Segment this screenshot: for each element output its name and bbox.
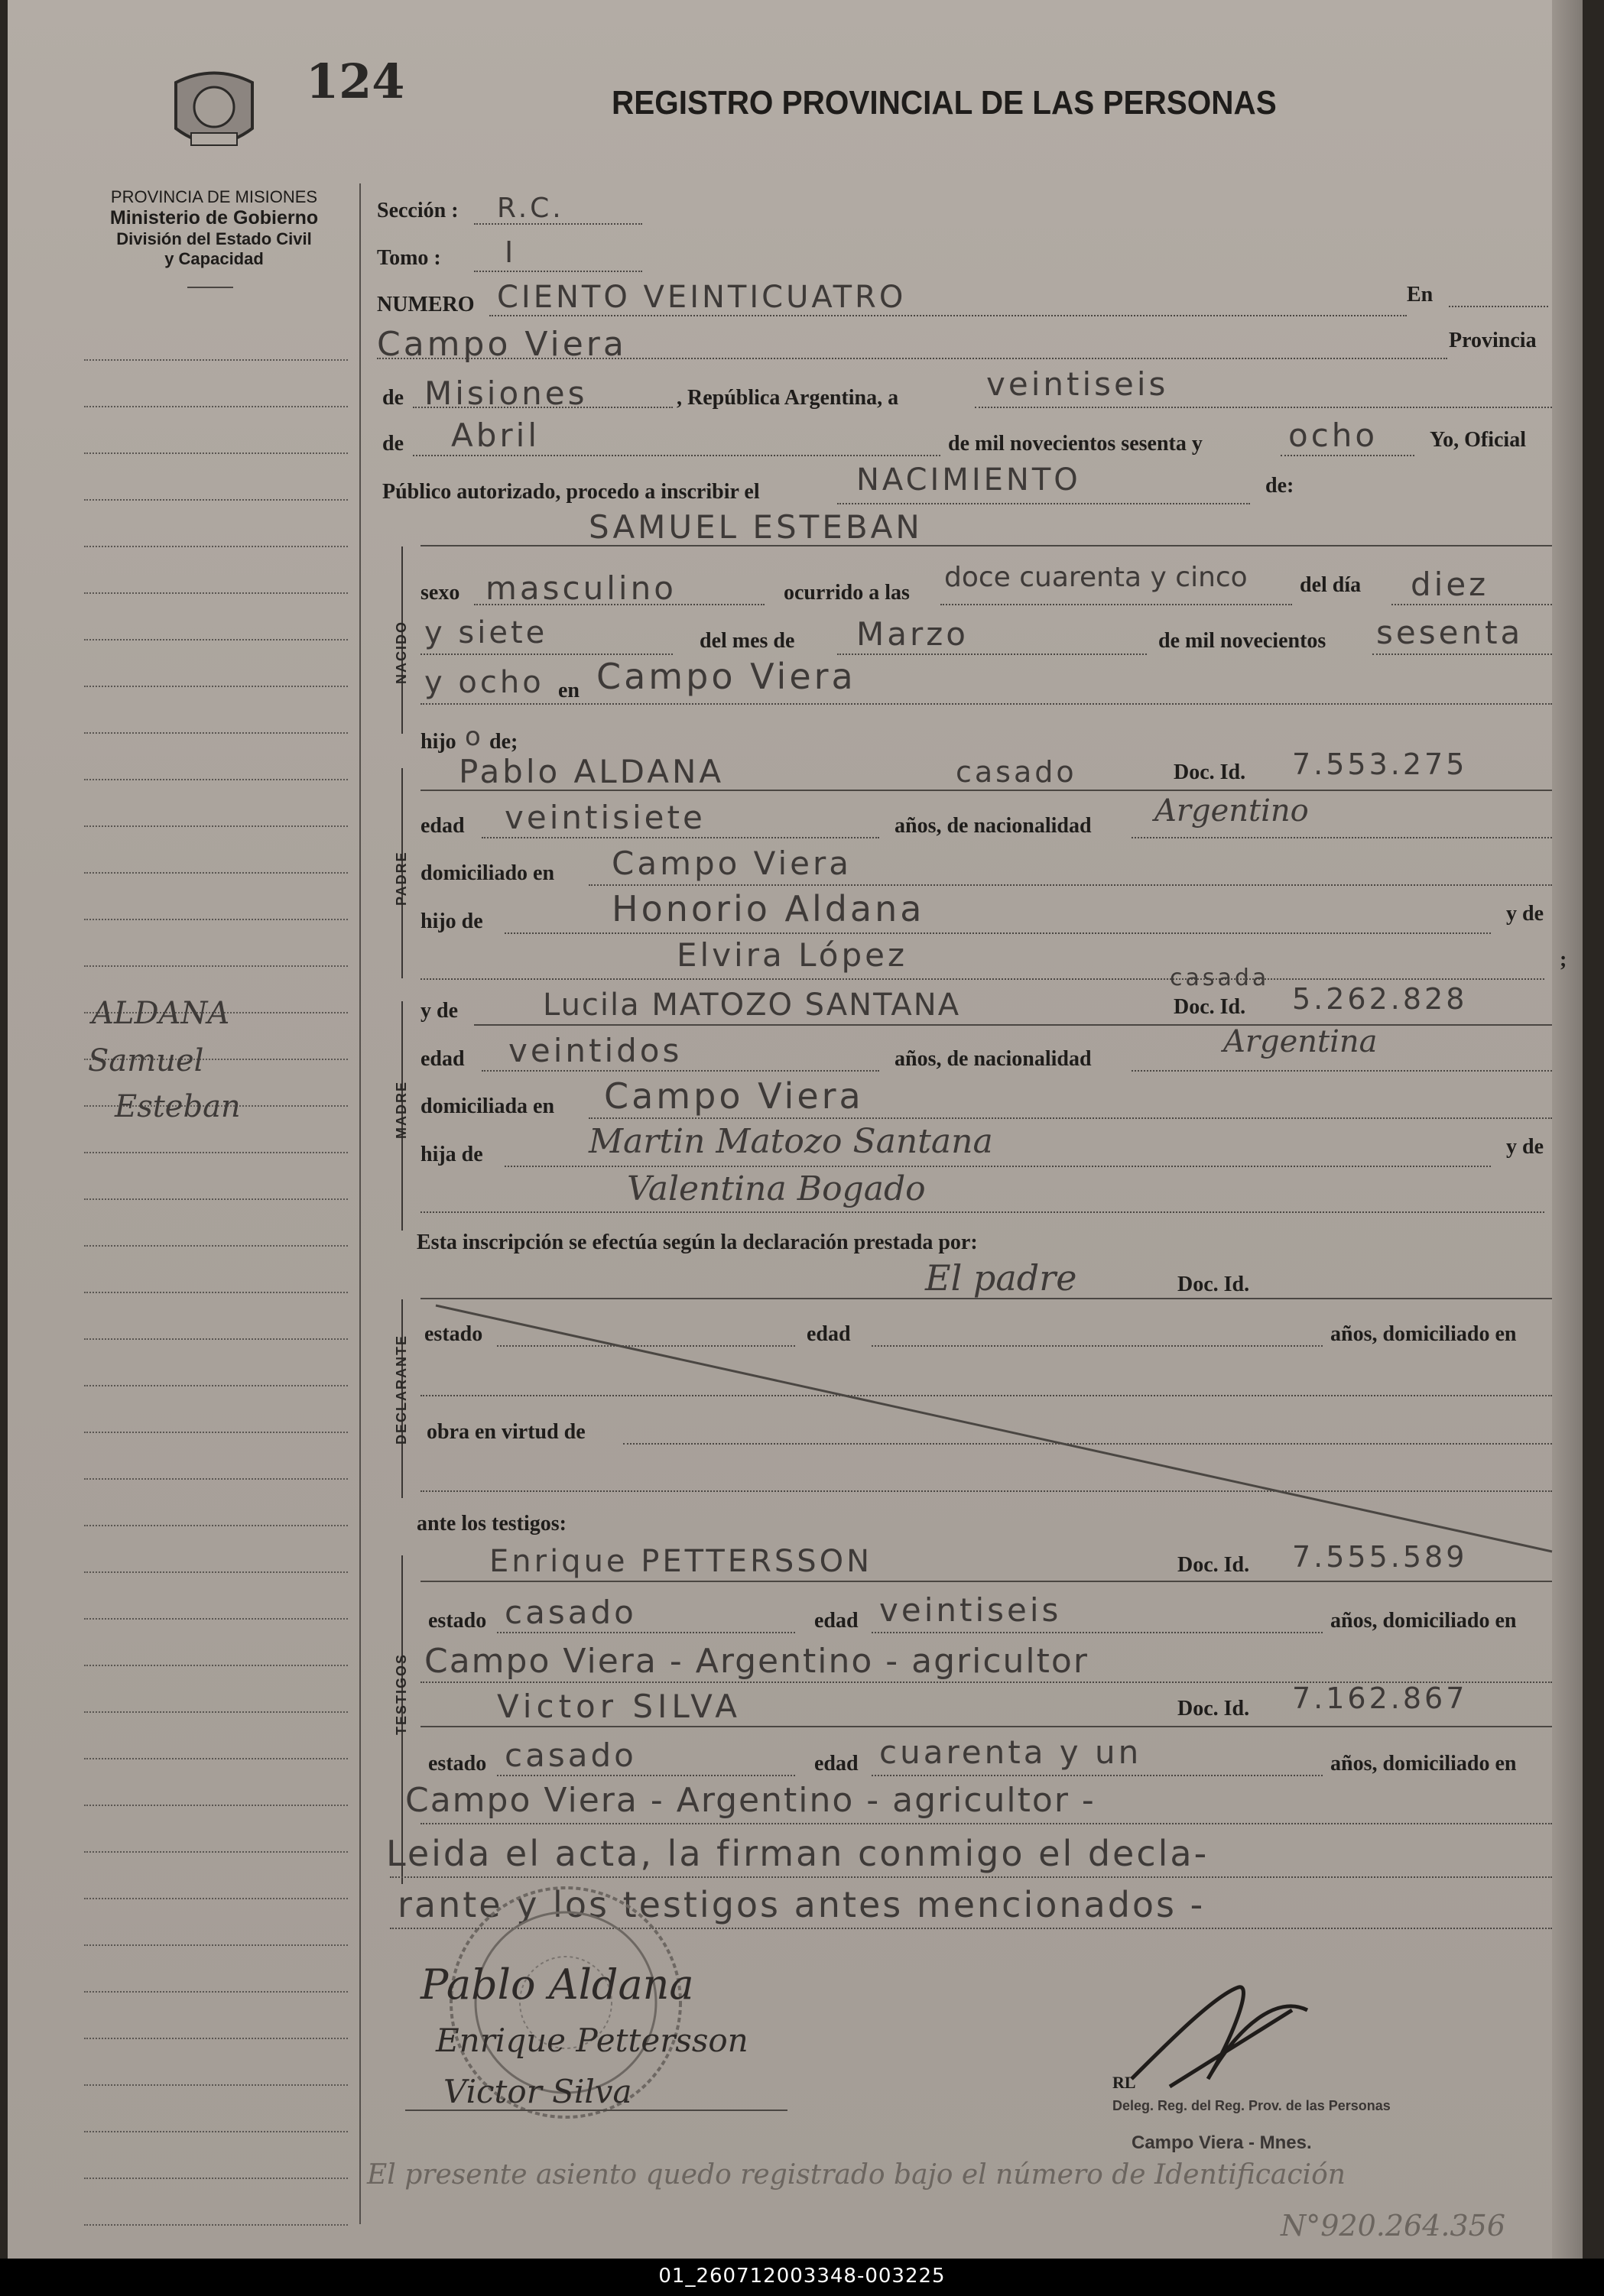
strike-through-line [420,1299,1567,1559]
provincial-emblem-icon [161,67,268,159]
doc-label: Doc. Id. [1177,1553,1250,1577]
margin-rule-line [84,1292,348,1293]
father-dom-value: Campo Viera [612,845,852,882]
birth-year-value: sesenta [1376,614,1524,651]
office-line: PROVINCIA DE MISIONES [110,187,318,206]
day-written-value: veintiseis [986,365,1169,403]
en-label: en [558,679,580,702]
margin-note-surname: ALDANA [92,996,230,1031]
edad-label: edad [807,1322,851,1346]
page-number: 124 [306,54,405,109]
fill-line [497,1632,795,1633]
year-value: ocho [1288,417,1378,454]
anos-dom-label: años, domiciliado en [1330,1752,1517,1776]
place-value: Campo Viera [377,325,627,364]
child-name-value: SAMUEL ESTEBAN [589,508,923,546]
edad-label: edad [814,1609,859,1633]
official-place: Campo Viera - Mnes. [1132,2132,1312,2153]
nacionalidad-label: años, de nacionalidad [895,1047,1092,1071]
margin-rule-line [84,359,348,361]
witness2-dom-value: Campo Viera - Argentino - agricultor - [405,1781,1096,1820]
birth-place-value: Campo Viera [596,656,856,697]
margin-rule-line [84,1805,348,1806]
fill-line [1132,837,1552,838]
fill-line [482,1070,879,1072]
margin-rule-line [84,546,348,547]
fill-line [413,455,940,456]
margin-rule-line [84,1758,348,1759]
fill-line [420,790,1552,791]
doc-label: Doc. Id. [1174,995,1246,1019]
act-type-value: NACIMIENTO [856,462,1081,498]
y-de-label: y de [420,999,458,1023]
estado-label: estado [428,1609,487,1633]
fill-line [420,703,1552,705]
testigos-side-label: TESTIGOS [394,1652,409,1735]
witness2-doc-value: 7.162.867 [1292,1681,1468,1715]
fill-line [1391,604,1552,605]
margin-rule-line [84,779,348,780]
nacido-side-label: NACIDO [394,621,409,684]
mother-name-value: Lucila MATOZO SANTANA [543,987,961,1023]
province-value: Misiones [424,375,588,412]
en-label: En [1407,283,1434,306]
doc-label: Doc. Id. [1177,1273,1250,1296]
margin-rule-line [84,1571,348,1573]
fill-line [420,1581,1552,1582]
sexo-value: masculino [485,569,677,607]
margin-rule-line [84,1385,348,1386]
margin-rule-line [84,1991,348,1993]
fill-line [1372,653,1552,655]
month-value: Abril [451,417,540,454]
margin-rule-line [84,639,348,640]
mother-mother-value: Valentina Bogado [627,1169,926,1208]
fill-line [420,978,1544,980]
closing-line: Leida el acta, la firman conmigo el decla- [386,1833,1209,1874]
hijo-value: o [465,722,484,752]
mother-father-value: Martin Matozo Santana [589,1122,993,1161]
fill-line [420,1823,1552,1824]
fill-line [474,1024,1552,1026]
fill-line [489,315,1407,316]
witness1-doc-value: 7.555.589 [1292,1540,1468,1574]
mother-nat-value: Argentina [1223,1024,1378,1059]
document-title: REGISTRO PROVINCIAL DE LAS PERSONAS [612,84,1277,122]
father-nat-value: Argentino [1154,793,1309,829]
fill-line [474,223,642,225]
office-line: Ministerio de Gobierno [109,207,319,229]
doc-label: Doc. Id. [1174,760,1246,784]
margin-rule-line [84,2131,348,2132]
margin-rule-line [84,1432,348,1433]
anos-dom-label: años, domiciliado en [1330,1609,1517,1633]
official-signature [1124,1964,1323,2110]
margin-rule-line [84,592,348,594]
margin-rule-line [84,1152,348,1153]
margin-rule-line [84,1478,348,1480]
fill-line [482,837,879,838]
fill-line [589,884,1552,886]
fill-line [474,604,765,605]
republica-label: , República Argentina, a [677,386,899,410]
sexo-label: sexo [420,581,460,605]
fill-line [413,407,673,408]
fill-line [1132,1070,1552,1072]
witness1-estado-value: casado [505,1594,637,1631]
anos-dom-label: años, domiciliado en [1330,1322,1517,1346]
provincia-label: Provincia [1449,329,1537,352]
issuing-office [54,187,375,269]
padre-side-label: PADRE [394,851,409,906]
testigos-label: ante los testigos: [417,1512,567,1536]
father-signature: Pablo Aldana [420,1960,694,2009]
ocurrido-label: ocurrido a las [784,581,910,605]
domiciliado-label: domiciliado en [420,861,555,885]
margin-rule-line [84,732,348,734]
margin-rule-line [84,1618,348,1620]
fill-line [589,1117,1552,1119]
office-line: División del Estado Civil [116,229,312,248]
margin-rule-line [84,1245,348,1247]
witness2-age-value: cuarenta y un [879,1733,1142,1771]
mil-nov-label: de mil novecientos [1158,629,1326,653]
fill-line [420,653,673,655]
fill-line [837,503,1250,504]
father-status-value: casado [956,755,1077,789]
margin-rule-line [84,1851,348,1853]
margin-rule-line [84,1525,348,1526]
semicolon: ; [1560,948,1567,971]
father-name-value: Pablo ALDANA [459,753,725,790]
de-label: de [382,386,404,410]
mother-doc-value: 5.262.828 [1292,982,1468,1016]
margin-rule-line [84,1665,348,1666]
official-title: Deleg. Reg. del Reg. Prov. de las Personas [1112,2098,1391,2113]
margin-rule-line [84,825,348,827]
day-birth-value: diez [1411,566,1489,603]
official-initial: RL [1112,2073,1136,2092]
fill-line [420,1211,1544,1213]
y-de-label: y de [1506,902,1544,926]
margin-rule-line [84,1711,348,1713]
fill-line [975,407,1552,408]
fill-line [837,653,1147,655]
witness2-estado-value: casado [505,1737,637,1774]
mother-status-value: casada [1170,965,1270,991]
fill-line [497,1775,795,1776]
fill-line [872,1775,1323,1776]
father-mother-value: Elvira López [677,936,908,974]
page-edge [1552,0,1583,2259]
tomo-label: Tomo : [377,246,441,270]
nacionalidad-label: años, de nacionalidad [895,814,1092,838]
margin-rule-line [84,872,348,874]
obra-label: obra en virtud de [427,1420,586,1444]
fill-line [474,271,642,272]
del-dia-label: del día [1300,573,1362,597]
fill-line [872,1632,1323,1633]
doc-label: Doc. Id. [1177,1697,1250,1720]
margin-rule-line [84,1944,348,1946]
year-label: de mil novecientos sesenta y [948,432,1203,456]
closing-line: rante y los testigos antes mencionados - [398,1884,1206,1925]
margin-rule-line [84,965,348,967]
de-label: de; [489,730,518,754]
margin-rule-line [84,2038,348,2039]
y-de-label: y de [1506,1135,1544,1159]
fill-line [1449,306,1548,307]
seccion-value: R.C. [497,193,564,224]
edad-label: edad [420,1047,465,1071]
father-doc-value: 7.553.275 [1292,747,1468,781]
fill-line [420,1726,1552,1727]
signature-line [405,2110,787,2111]
witness1-name-value: Enrique PETTERSSON [489,1544,873,1579]
margin-note-name: Samuel [88,1043,204,1078]
identification-number: N°920.264.356 [1281,2209,1505,2242]
birth-month-value: Marzo [856,615,969,653]
witness1-age-value: veintiseis [879,1591,1062,1629]
domiciliada-label: domiciliada en [420,1094,555,1118]
identification-note: El presente asiento quedo registrado bajo el número de Identificación [367,2159,1346,2191]
margin-rule-line [84,2084,348,2086]
hijo-label: hijo [420,730,456,754]
margin-note-name: Esteban [115,1089,241,1124]
oficial-label: Yo, Oficial [1430,428,1526,452]
register-page [8,0,1583,2259]
fill-line [505,932,1491,934]
madre-side-label: MADRE [394,1081,409,1139]
hija-de-label: hija de [420,1143,483,1166]
footer-bar [0,2259,1604,2296]
hour-value: doce cuarenta y cinco [944,562,1248,593]
office-underline [187,287,233,288]
margin-rule-line [84,452,348,454]
mother-age-value: veintidos [508,1032,683,1069]
estado-label: estado [424,1322,483,1346]
witness2-name-value: Victor SILVA [497,1688,742,1725]
hijo-de-label: hijo de [420,910,483,933]
fill-line [505,1166,1491,1167]
del-mes-label: del mes de [700,629,795,653]
birth-year-value: y ocho [424,665,544,700]
tomo-value: I [505,235,517,269]
edad-label: edad [420,814,465,838]
witness2-signature: Victor Silva [443,2073,632,2110]
margin-rule-line [84,1338,348,1340]
margin-rule-line [84,919,348,920]
margin-rule-line [84,499,348,501]
margin-rule-line [84,2224,348,2226]
estado-label: estado [428,1752,487,1776]
margin-rule-line [84,686,348,687]
numero-label: NUMERO [377,293,475,316]
declarant-value: El padre [925,1257,1077,1299]
declaracion-label: Esta inscripción se efectúa según la declaración prestada por: [417,1231,978,1254]
margin-rule [359,183,361,2224]
de-label: de [382,432,404,456]
de-label: de: [1265,474,1294,498]
fill-line [940,604,1292,605]
margin-rule-line [84,406,348,407]
fill-line [377,358,1447,359]
witness1-signature: Enrique Pettersson [436,2022,748,2059]
seccion-label: Sección : [377,199,459,222]
fill-line [1281,455,1414,456]
declarante-side-label: DECLARANTE [394,1334,409,1445]
margin-rule-line [84,1198,348,1200]
margin-rule-line [84,2178,348,2179]
witness1-dom-value: Campo Viera - Argentino - agricultor [424,1642,1089,1681]
office-line: y Capacidad [164,249,264,268]
mother-dom-value: Campo Viera [604,1075,864,1117]
father-age-value: veintisiete [505,799,706,836]
day-birth-value: y siete [424,615,548,650]
footer-filename: 01_260712003348-003225 [658,2265,946,2288]
edad-label: edad [814,1752,859,1776]
publico-label: Público autorizado, procedo a inscribir el [382,480,760,504]
fill-line [420,545,1552,546]
numero-value: CIENTO VEINTICUATRO [497,280,907,315]
margin-rule-line [84,1898,348,1899]
father-father-value: Honorio Aldana [612,888,925,929]
